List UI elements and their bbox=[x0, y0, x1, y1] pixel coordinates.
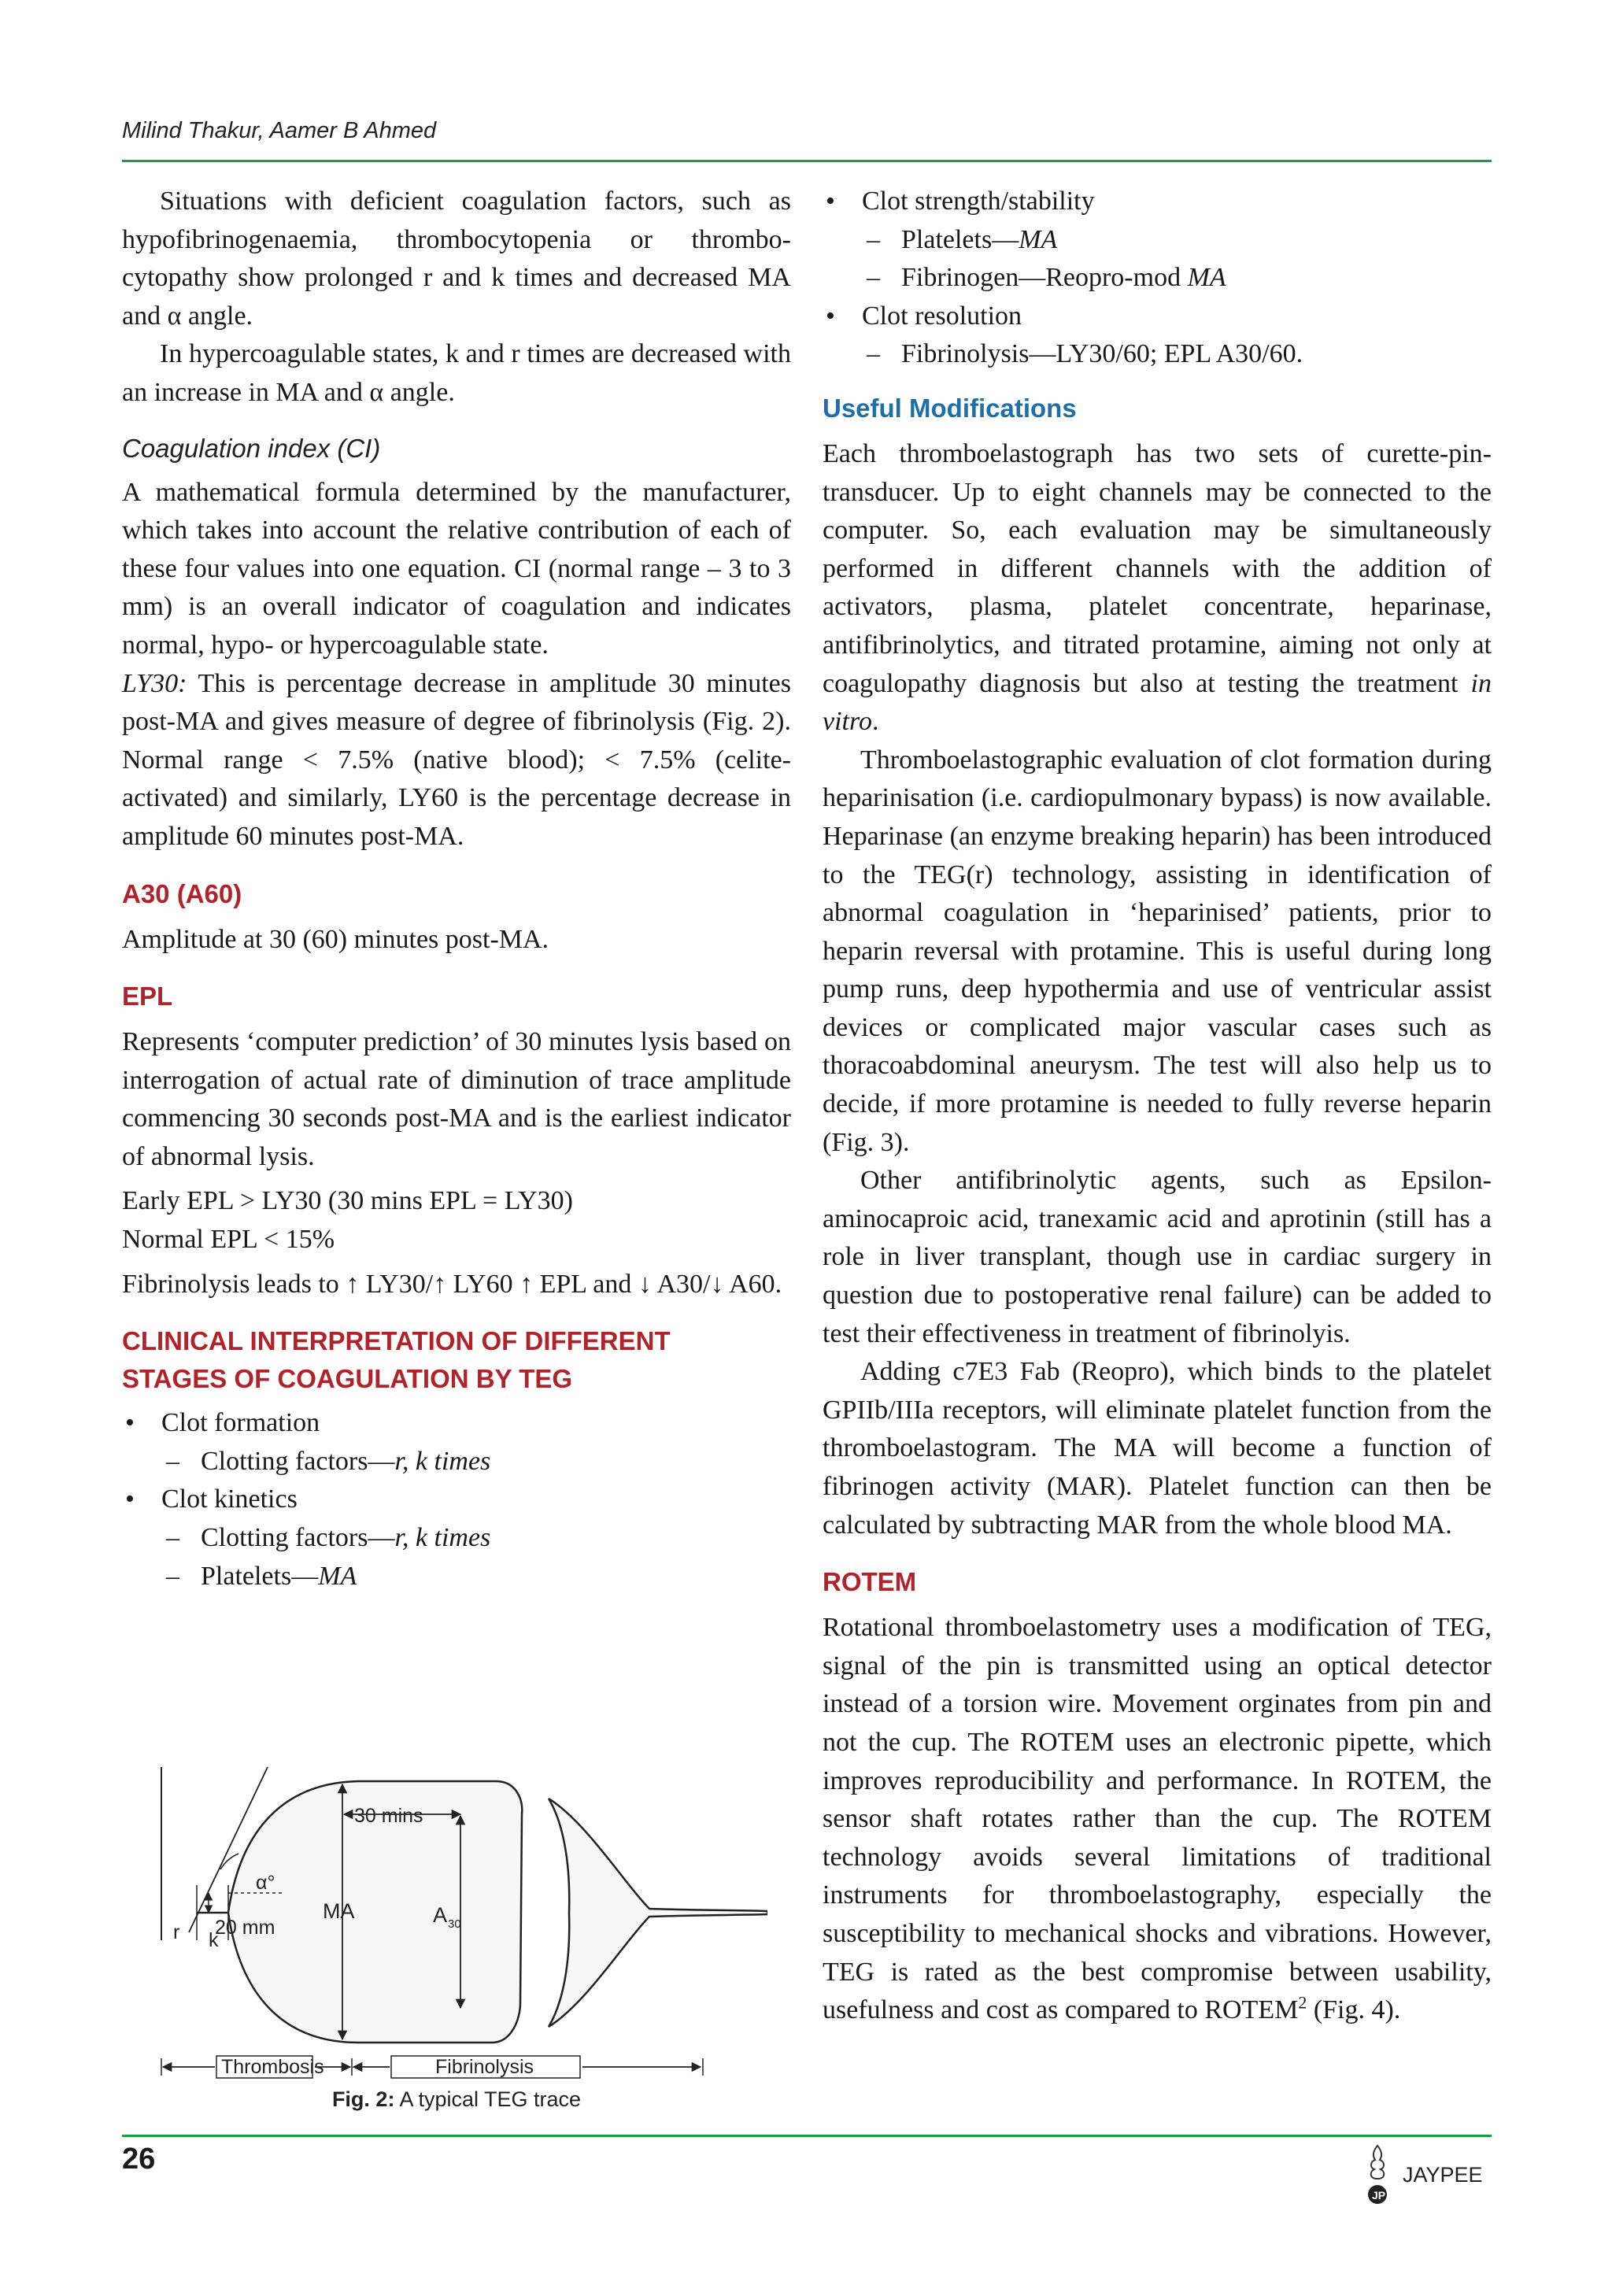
figure-caption-label: Fig. 2: bbox=[331, 2087, 395, 2111]
k-label: k bbox=[209, 1929, 219, 1951]
fibrinolysis-trace bbox=[549, 1799, 767, 2027]
list-item: – Fibrinogen—Reopro-mod MA bbox=[823, 259, 1492, 298]
heading-rotem: ROTEM bbox=[823, 1567, 917, 1597]
heading-clinical-interpretation-line1: CLINICAL INTERPRETATION OF DIFFERENT bbox=[122, 1326, 671, 1356]
list-item: • Clot kinetics bbox=[122, 1481, 791, 1519]
r-label: r bbox=[173, 1921, 180, 1943]
paragraph-channels: Each thromboelastograph has two sets of curette-pin-transducer. Up to eight channels may be connected to the computer. So, each evaluation may be simultaneously performed in different channels with the addition of activators, plasma, platelet concentrate, heparinase, antifibrinolytics, and titrated protamine, aiming not only at coagulopathy diagnosis but also at testing the treatment in vitro. bbox=[823, 438, 1492, 737]
page-number: 26 bbox=[122, 2143, 156, 2176]
figure-caption bbox=[122, 2087, 791, 2112]
running-header-authors: Milind Thakur, Aamer B Ahmed bbox=[122, 118, 437, 143]
heading-a30: A30 (A60) bbox=[122, 878, 242, 908]
paragraph-reopro: Adding c7E3 Fab (Reopro), which binds to the platelet GPIIb/IIIa receptors, will eliminate platelet function from the thromboelastogram. The MA will become a function of fibrinogen activity (MAR). Platelet function can then be calculated by subtracting MAR from the whole blood MA. bbox=[823, 1357, 1492, 1540]
fibrinolysis-label: Fibrinolysis bbox=[435, 2056, 534, 2078]
publisher-name: JAYPEE bbox=[1403, 2163, 1483, 2187]
list-item: • Clot strength/stability bbox=[823, 183, 1492, 221]
thrombosis-label: Thrombosis bbox=[221, 2056, 324, 2078]
paragraph-coagulation-index: A mathematical formula determined by the manufacturer, which takes into account the relative contribution of each of these four values into one equation. CI (normal range – 3 to 3 mm) is an overall indicator of coagulation and indicates normal, hypo- or hypercoagulable state. bbox=[122, 477, 791, 660]
a30-subscript: 30 bbox=[448, 1917, 461, 1931]
list-item: – Platelets—MA bbox=[823, 221, 1492, 260]
figure-caption-text: A typical TEG trace bbox=[394, 2087, 582, 2111]
twenty-mm-label: 20 mm bbox=[215, 1917, 275, 1939]
header-rule bbox=[122, 160, 1492, 162]
epl-fibrinolysis: Fibrinolysis leads to ↑ LY30/↑ LY60 ↑ EPL and ↓ A30/↓ A60. bbox=[122, 1269, 782, 1299]
thirty-mins-label: 30 mins bbox=[354, 1805, 423, 1827]
paragraph-ly30 bbox=[122, 665, 791, 856]
paragraph-deficient-factors: Situations with deficient coagulation factors, such as hypofibrinogenaemia, thrombocytopenia or thrombo-cytopathy show prolonged r and k times and decreased MA and α angle. bbox=[122, 187, 791, 331]
footer-rule bbox=[122, 2135, 1492, 2137]
paragraph-a30: Amplitude at 30 (60) minutes post-MA. bbox=[122, 924, 549, 954]
heading-clinical-interpretation-line2: STAGES OF COAGULATION BY TEG bbox=[122, 1364, 573, 1394]
right-column bbox=[823, 183, 1492, 2030]
epl-normal: Normal EPL < 15% bbox=[122, 1225, 335, 1255]
list-item: – Platelets—MA bbox=[122, 1558, 791, 1596]
list-item: – Clotting factors—r, k times bbox=[122, 1443, 791, 1481]
epl-early: Early EPL > LY30 (30 mins EPL = LY30) bbox=[122, 1186, 573, 1216]
teg-trace-figure bbox=[146, 1767, 767, 2082]
svg-text:JP: JP bbox=[1372, 2189, 1386, 2202]
list-item: • Clot resolution bbox=[823, 298, 1492, 336]
publisher-logo bbox=[1358, 2139, 1499, 2210]
clinical-stage-list bbox=[122, 1404, 791, 1595]
ly30-text: This is percentage decrease in amplitude 30 minutes post-MA and gives measure of degree of fibrinolysis (Fig. 2). Normal range < 7.5% (native blood); < 7.5% (celite-activated) and similarly, LY60 is the percentage decrease in amplitude 60 minutes post-MA. bbox=[122, 668, 791, 851]
paragraph-rotem: Rotational thromboelastometry uses a modification of TEG, signal of the pin is transmitted using an optical detector instead of a torsion wire. Movement orginates from pin and not the cup. The ROTEM uses an electronic pipette, which improves reproducibility and performance. In ROTEM, the sensor shaft rotates rather than the cup. The ROTEM technology avoids several limitations of traditional instruments for thromboelastography, especially the susceptibility to mechanical shocks and vibrations. However, TEG is rated as the best compromise between usability, usefulness and cost as compared to ROTEM$^2$ (Fig. 4). bbox=[823, 1613, 1492, 2025]
alpha-label: α° bbox=[256, 1872, 275, 1894]
paragraph-antifibrinolytics: Other antifibrinolytic agents, such as Epsilon-aminocaproic acid, tranexamic acid and aprotinin (still has a role in liver transplant, though use in cardiac surgery in question due to postoperative renal failure) can be added to test their effectiveness in treatment of fibrinolyis. bbox=[823, 1166, 1492, 1348]
list-item: – Clotting factors—r, k times bbox=[122, 1519, 791, 1558]
paragraph-epl: Represents ‘computer prediction’ of 30 minutes lysis based on interrogation of actual rate of diminution of trace amplitude commencing 30 seconds post-MA and is the earliest indicator of abnormal lysis. bbox=[122, 1027, 791, 1171]
paragraph-hypercoagulable: In hypercoagulable states, k and r times are decreased with an increase in MA and α angle. bbox=[122, 339, 791, 407]
left-column bbox=[122, 183, 791, 1595]
clot-stage-list bbox=[823, 183, 1492, 374]
jaypee-emblem-icon bbox=[1358, 2139, 1397, 2210]
heading-useful-modifications: Useful Modifications bbox=[823, 393, 1077, 423]
teg-trace-diagram bbox=[146, 1767, 767, 2082]
ly30-term: LY30: bbox=[122, 668, 187, 698]
a30-label: A bbox=[433, 1903, 448, 1927]
list-item: – Fibrinolysis—LY30/60; EPL A30/60. bbox=[823, 335, 1492, 374]
paragraph-heparinisation: Thromboelastographic evaluation of clot formation during heparinisation (i.e. cardiopulmonary bypass) is now available. Heparinase (an enzyme breaking heparin) has been introduced to the TEG(r) technology, assisting in identification of abnormal coagulation in ‘heparinised’ patients, prior to heparin reversal with protamine. This is useful during long pump runs, deep hypothermia and use of ventricular assist devices or complicated major vascular cases such as thoracoabdominal aneurysm. The test will also help us to decide, if more protamine is needed to fully reverse heparin (Fig. 3). bbox=[823, 745, 1492, 1157]
reference-superscript: 2 bbox=[1298, 1992, 1307, 2013]
heading-epl: EPL bbox=[122, 982, 173, 1011]
list-item: • Clot formation bbox=[122, 1404, 791, 1443]
ma-label: MA bbox=[323, 1899, 355, 1923]
subheading-coagulation-index: Coagulation index (CI) bbox=[122, 433, 381, 463]
